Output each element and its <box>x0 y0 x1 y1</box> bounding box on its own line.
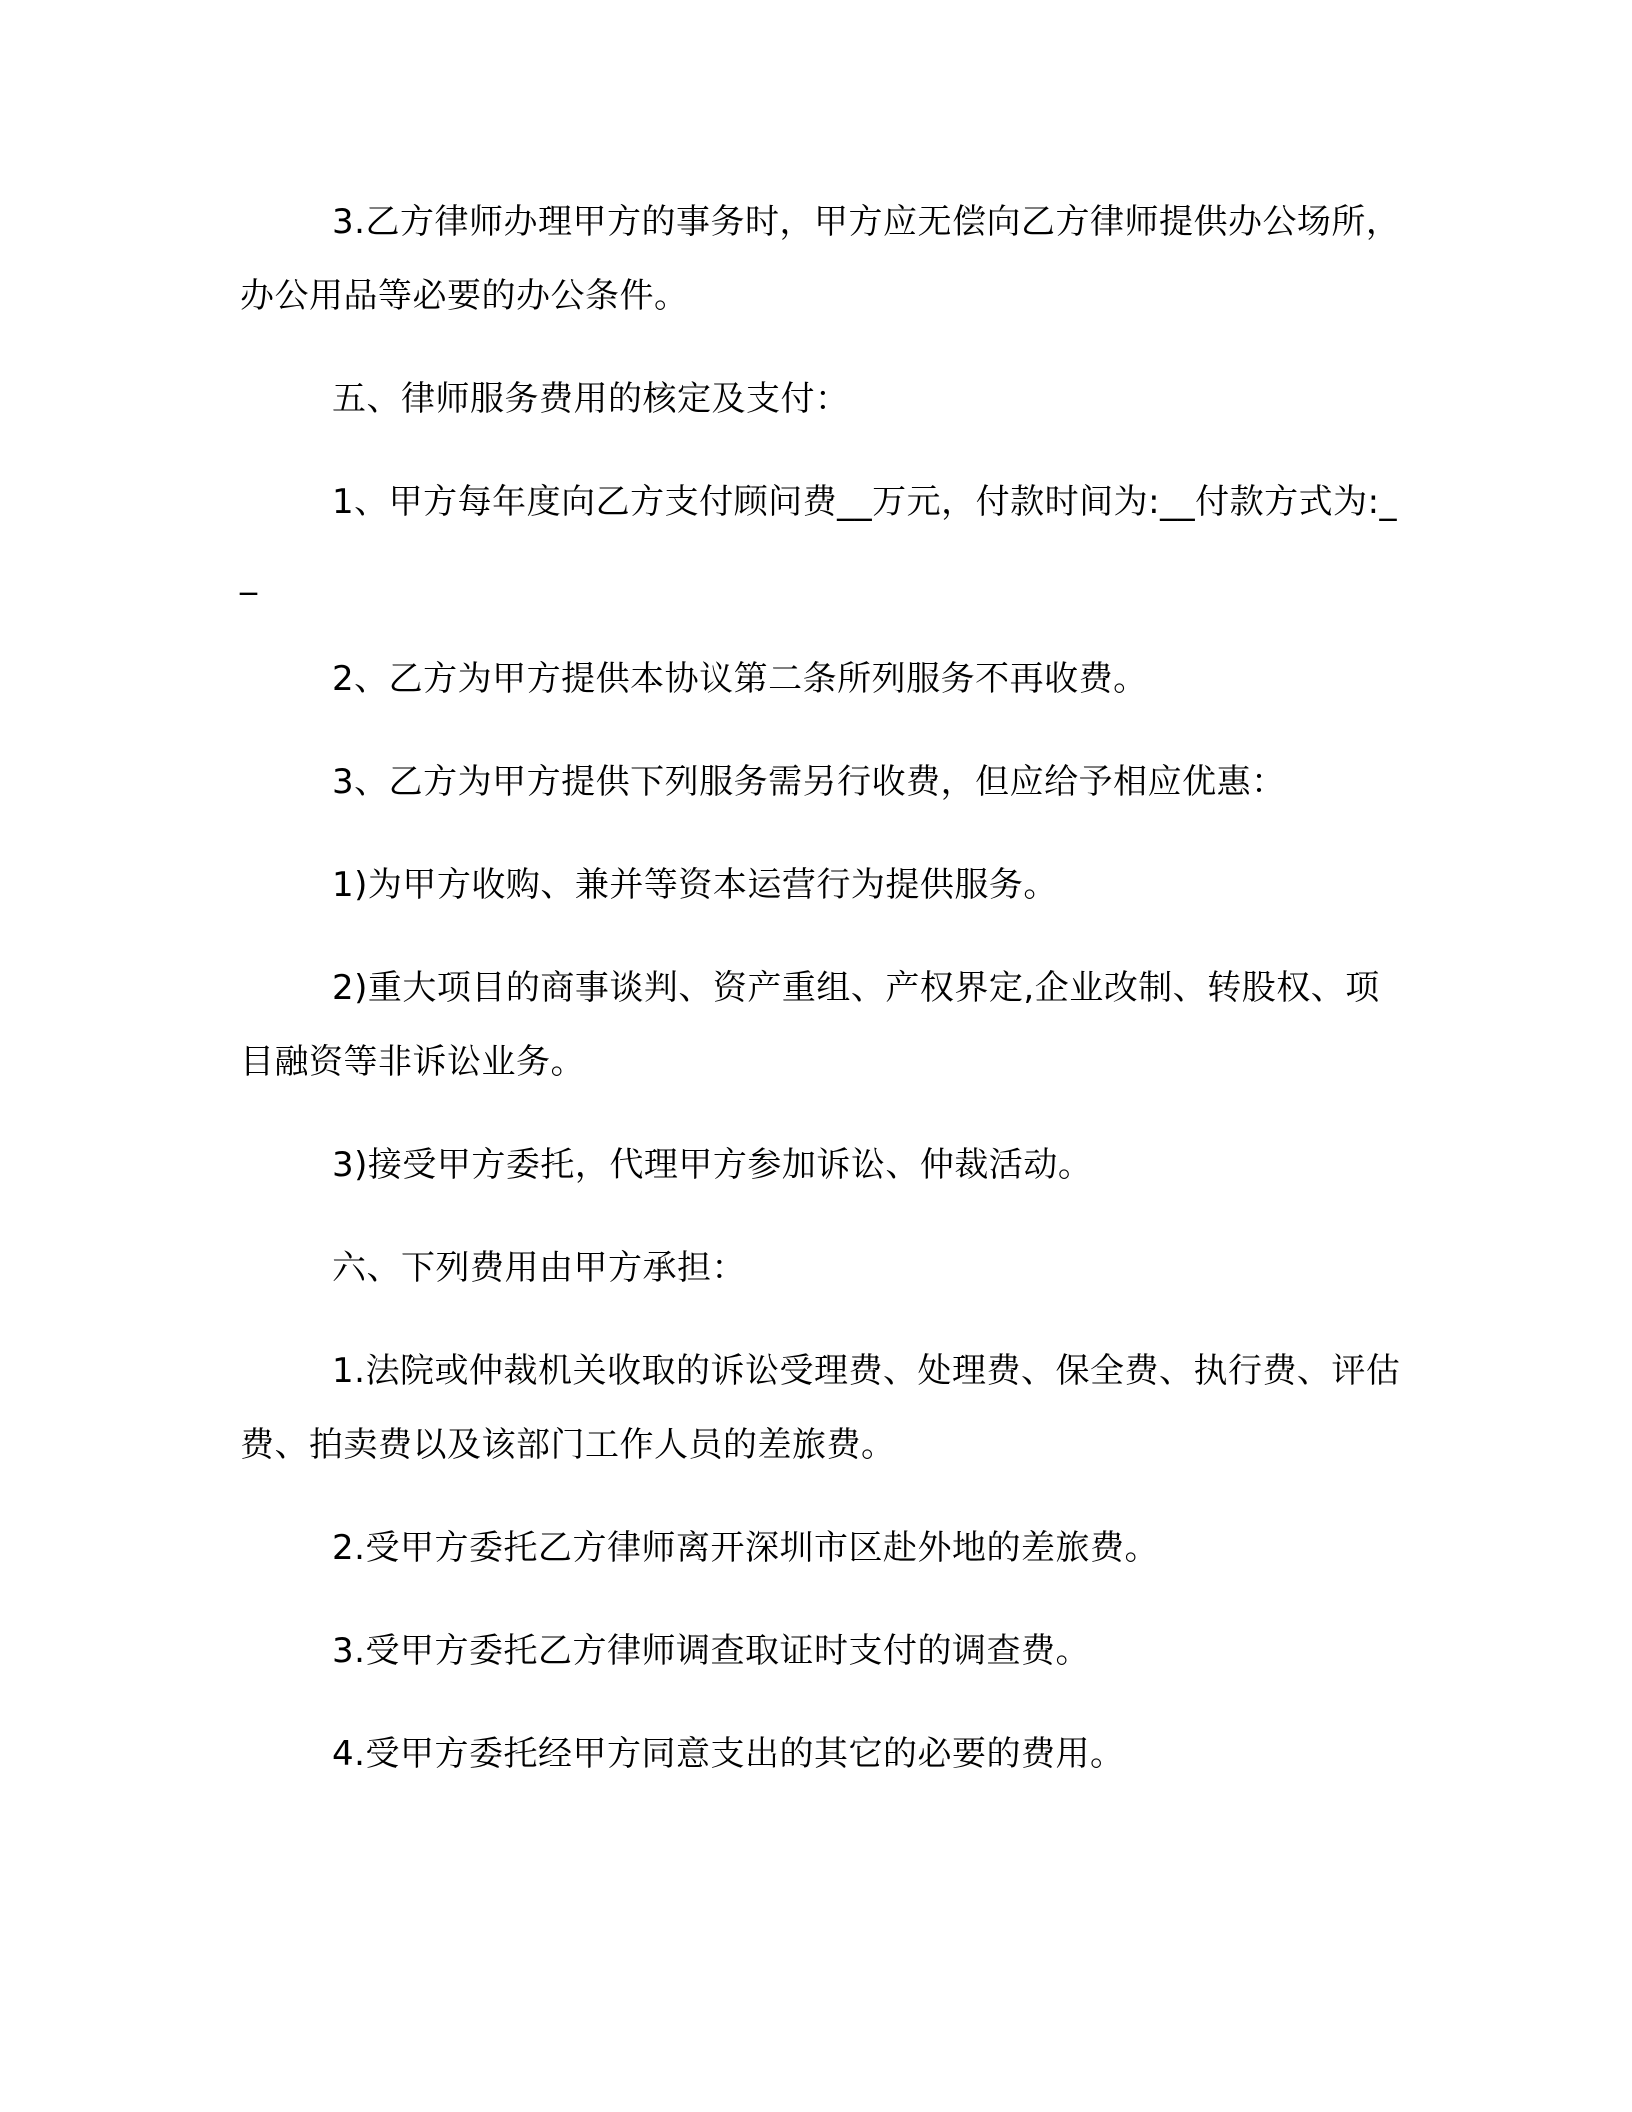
list-item-acquisition: 1)为甲方收购、兼并等资本运营行为提供服务。 <box>332 865 1058 905</box>
section-heading-expenses: 六、下列费用由甲方承担： <box>332 1248 746 1288</box>
paragraph-court-fees: 1.法院或仲裁机关收取的诉讼受理费、处理费、保全费、执行费、评估费、拍卖费以及该部门工作人员的差旅费。 <box>240 1351 1401 1465</box>
paragraph-no-extra-charge: 2、乙方为甲方提供本协议第二条所列服务不再收费。 <box>332 659 1148 699</box>
paragraph-extra-charge: 3、乙方为甲方提供下列服务需另行收费，但应给予相应优惠： <box>332 762 1286 802</box>
list-item-litigation: 3)接受甲方委托，代理甲方参加诉讼、仲裁活动。 <box>332 1145 1093 1185</box>
paragraph-other-expenses: 4.受甲方委托经甲方同意支出的其它的必要的费用。 <box>332 1734 1125 1774</box>
paragraph-investigation-fees: 3.受甲方委托乙方律师调查取证时支付的调查费。 <box>332 1631 1090 1671</box>
list-item-major-projects: 2)重大项目的商事谈判、资产重组、产权界定,企业改制、转股权、项目融资等非诉讼业务。 <box>240 968 1380 1082</box>
paragraph-travel-expenses: 2.受甲方委托乙方律师离开深圳市区赴外地的差旅费。 <box>332 1528 1159 1568</box>
section-heading-fees: 五、律师服务费用的核定及支付： <box>332 379 850 419</box>
paragraph-annual-fee: 1、甲方每年度向乙方支付顾问费__万元，付款时间为:__付款方式为:__ <box>240 482 1398 596</box>
paragraph-office-conditions: 3.乙方律师办理甲方的事务时，甲方应无偿向乙方律师提供办公场所，办公用品等必要的办公条件。 <box>240 202 1401 316</box>
document-body <box>240 185 1410 1820</box>
